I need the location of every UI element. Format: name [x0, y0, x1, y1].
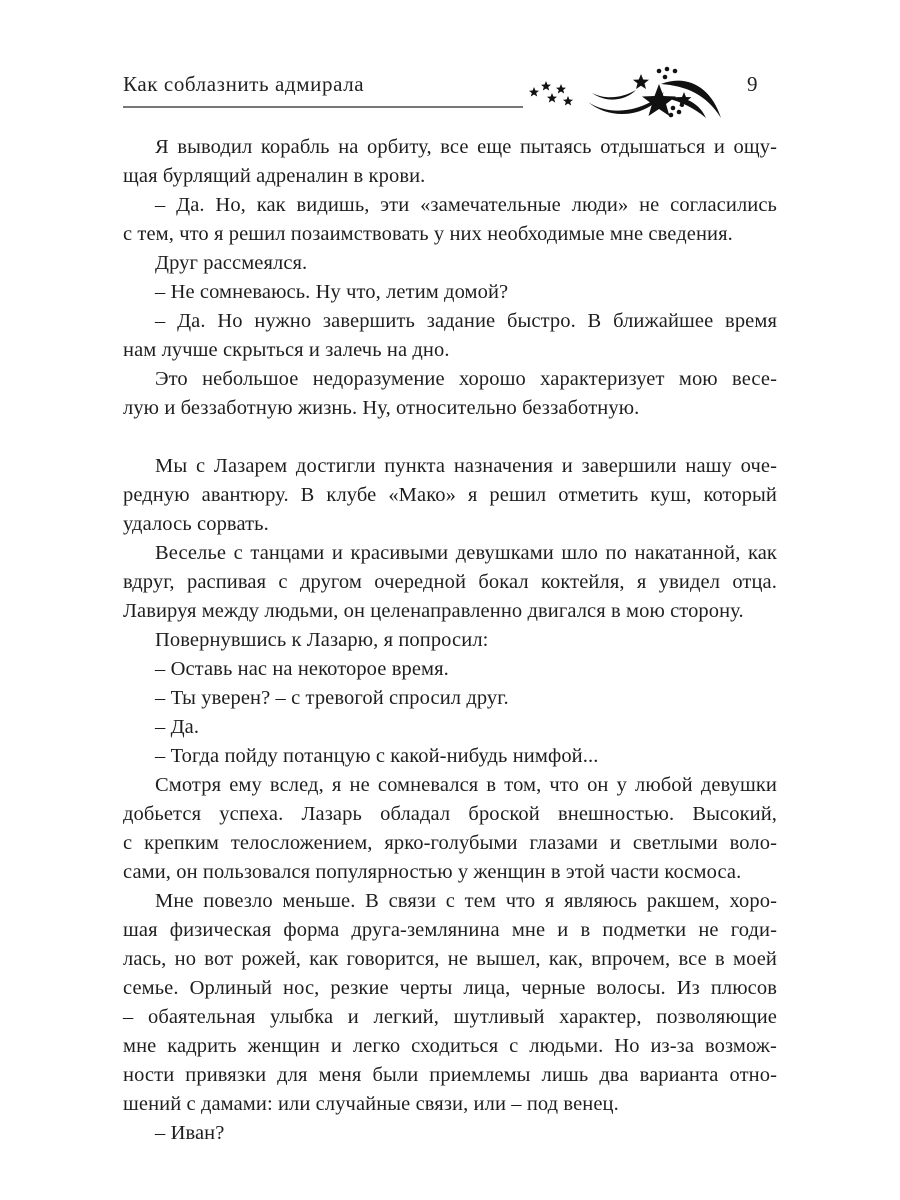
- text-line: ности привязки для меня были приемлемы лишь два варианта отно-: [123, 1064, 777, 1086]
- text-line: с крепким телосложением, ярко-голубыми глазами и светлыми воло-: [123, 832, 777, 854]
- text-line: Веселье с танцами и красивыми девушками шло по накатанной, как: [155, 542, 777, 564]
- running-title: Как соблазнить адмирала: [123, 72, 365, 96]
- text-line: – Ты уверен? – с тревогой спросил друг.: [155, 687, 509, 709]
- text-line: шая физическая форма друга-землянина мне и в подметки не годи-: [123, 919, 777, 941]
- text-line: сами, он пользовался популярностью у женщин в этой части космоса.: [123, 861, 742, 883]
- text-line: Мне повезло меньше. В связи с тем что я являюсь ракшем, хоро-: [155, 890, 777, 912]
- header-rule: [123, 106, 523, 108]
- page-number: 9: [747, 72, 758, 96]
- text-line: – Не сомневаюсь. Ну что, летим домой?: [155, 281, 509, 303]
- text-line: семье. Орлиный нос, резкие черты лица, черные волосы. Из плюсов: [123, 977, 777, 999]
- text-line: – Тогда пойду потанцую с какой-нибудь нимфой...: [155, 745, 599, 767]
- text-line: Повернувшись к Лазарю, я попросил:: [155, 629, 489, 651]
- body-text: [123, 133, 777, 1148]
- page-header: [123, 68, 763, 118]
- shooting-stars-icon: [526, 60, 726, 124]
- text-line: Это небольшое недоразумение хорошо характеризует мою весе-: [155, 368, 777, 390]
- text-line: Мы с Лазарем достигли пункта назначения и завершили нашу оче-: [155, 455, 777, 477]
- text-line: Друг рассмеялся.: [155, 252, 308, 274]
- text-line: – Да. Но, как видишь, эти «замечательные люди» не согласились: [155, 194, 777, 216]
- text-line: нам лучше скрыться и залечь на дно.: [123, 339, 450, 361]
- text-line: с тем, что я решил позаимствовать у них необходимые мне сведения.: [123, 223, 733, 245]
- text-line: шений с дамами: или случайные связи, или – под венец.: [123, 1093, 619, 1115]
- text-line: – Да. Но нужно завершить задание быстро. В ближайшее время: [155, 310, 777, 332]
- text-line: щая бурлящий адреналин в крови.: [123, 165, 426, 187]
- text-line: лую и беззаботную жизнь. Ну, относительно беззаботную.: [123, 397, 640, 419]
- text-line: Смотря ему вслед, я не сомневался в том, что он у любой девушки: [155, 774, 777, 796]
- text-line: мне кадрить женщин и легко сходиться с людьми. Но из-за возмож-: [123, 1035, 777, 1057]
- text-line: – Да.: [155, 716, 200, 738]
- text-line: удалось сорвать.: [123, 513, 269, 535]
- text-line: добьется успеха. Лазарь обладал броской внешностью. Высокий,: [123, 803, 777, 825]
- text-line: – Иван?: [155, 1122, 225, 1144]
- text-line: Я выводил корабль на орбиту, все еще пытаясь отдышаться и ощу-: [155, 136, 777, 158]
- text-line: редную авантюру. В клубе «Мако» я решил отметить куш, который: [123, 484, 777, 506]
- text-line: – обаятельная улыбка и легкий, шутливый характер, позволяющие: [123, 1006, 777, 1028]
- text-line: лась, но вот рожей, как говорится, не вышел, как, впрочем, все в моей: [123, 948, 777, 970]
- text-line: – Оставь нас на некоторое время.: [155, 658, 449, 680]
- section-break: [123, 423, 777, 452]
- text-line: Лавируя между людьми, он целенаправленно двигался в мою сторону.: [123, 600, 744, 622]
- text-line: вдруг, распивая с другом очередной бокал коктейля, я увидел отца.: [123, 571, 777, 593]
